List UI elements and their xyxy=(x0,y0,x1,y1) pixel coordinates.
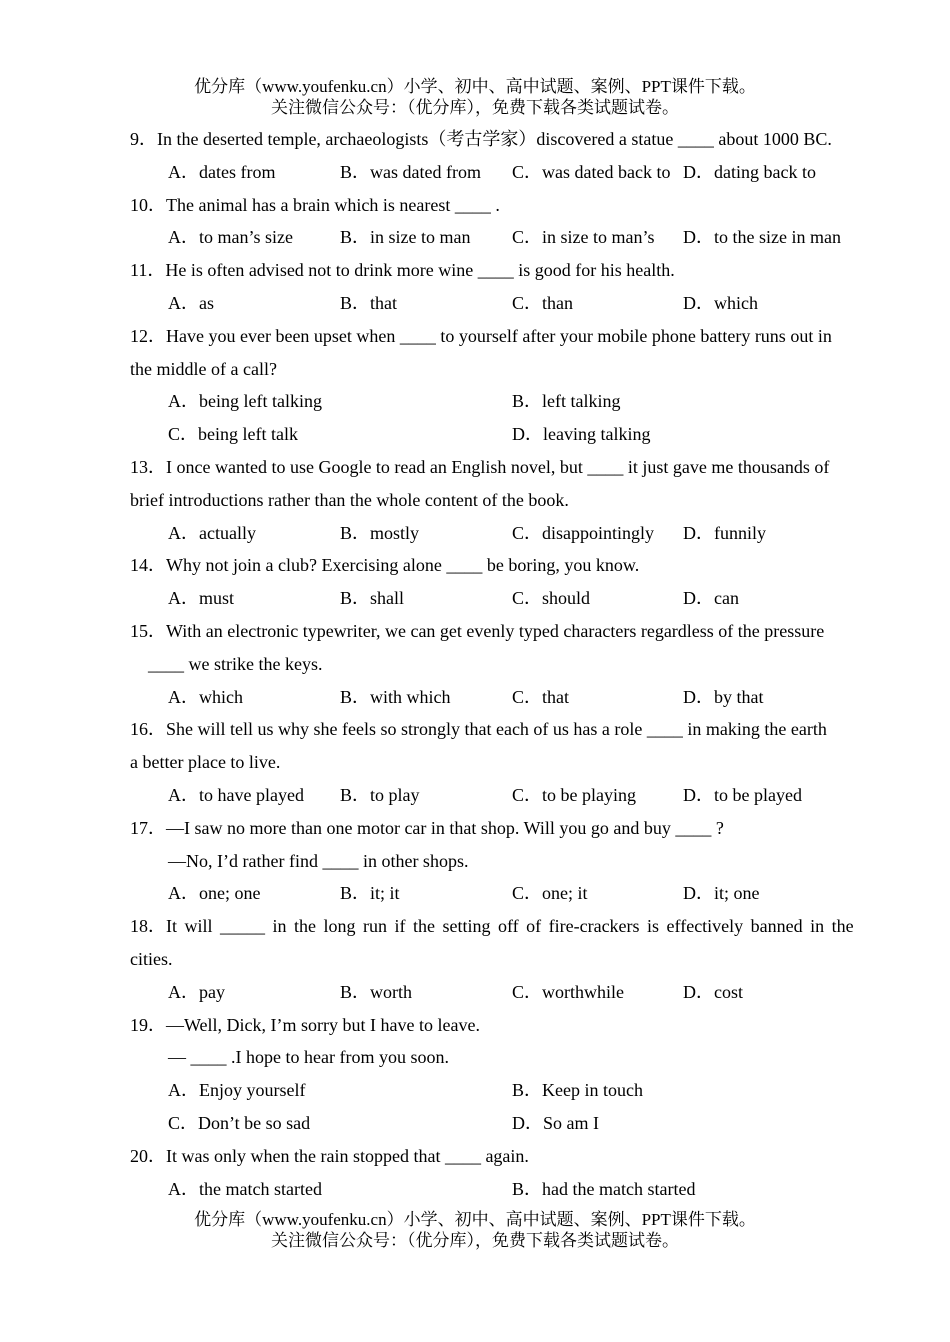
question-20 xyxy=(130,1140,875,1173)
question-number: 19． xyxy=(130,1014,166,1035)
header-line-2: 关注微信公众号：（优分库），免费下载各类试题试卷。 xyxy=(271,98,679,117)
option-b: B．had the match started xyxy=(512,1178,696,1199)
option-d: D．to be played xyxy=(683,784,802,805)
option-d: D．funnily xyxy=(683,522,766,543)
options-10 xyxy=(130,221,875,254)
question-stem: —I saw no more than one motor car in that shop. Will you go and buy ____ ? xyxy=(166,817,724,838)
option-a: A．which xyxy=(168,686,243,707)
option-b: B．left talking xyxy=(512,391,621,412)
option-b: B．to play xyxy=(340,784,420,805)
options-20-ab xyxy=(130,1173,875,1206)
option-d: D．dating back to xyxy=(683,161,816,182)
question-number: 17． xyxy=(130,817,166,838)
option-a: A．must xyxy=(168,588,235,609)
option-a: A．one; one xyxy=(168,883,261,904)
options-12-ab xyxy=(130,385,875,418)
option-c: C．than xyxy=(512,292,573,313)
page-footer xyxy=(0,1209,950,1251)
option-c: C．in size to man’s xyxy=(512,227,655,248)
question-number: 16． xyxy=(130,719,166,740)
footer-line-2: 关注微信公众号：（优分库），免费下载各类试题试卷。 xyxy=(271,1231,679,1250)
option-b: B．worth xyxy=(340,981,412,1002)
question-16 xyxy=(130,713,875,746)
question-14 xyxy=(130,549,875,582)
question-stem: It will _____ in the long run if the setting off of fire-crackers is effectively banned in the xyxy=(166,916,854,937)
option-c: C．should xyxy=(512,588,591,609)
option-b: B．Keep in touch xyxy=(512,1080,643,1101)
question-number: 14． xyxy=(130,555,166,576)
option-c: C．one; it xyxy=(512,883,588,904)
question-stem: It was only when the rain stopped that ____ again. xyxy=(166,1145,529,1166)
question-17-cont: —No, I’d rather find ____ in other shops. xyxy=(168,850,469,871)
question-19 xyxy=(130,1009,875,1042)
question-number: 11． xyxy=(130,260,166,281)
question-stem: The animal has a brain which is nearest ____ . xyxy=(166,194,500,215)
question-number: 12． xyxy=(130,325,166,346)
question-18-cont: cities. xyxy=(130,948,173,969)
option-b: B．it; it xyxy=(340,883,400,904)
option-d: D．it; one xyxy=(683,883,760,904)
option-c: C．Don’t be so sad xyxy=(168,1112,311,1133)
question-stem: —Well, Dick, I’m sorry but I have to leave. xyxy=(166,1014,480,1035)
option-a: A．being left talking xyxy=(168,391,322,412)
option-a: A．to have played xyxy=(168,784,304,805)
options-19-ab xyxy=(130,1074,875,1107)
options-13 xyxy=(130,517,875,550)
options-12-cd xyxy=(130,418,875,451)
footer-line-1: 优分库（www.youfenku.cn）小学、初中、高中试题、案例、PPT课件下载。 xyxy=(194,1210,756,1229)
question-stem: Why not join a club? Exercising alone ____ be boring, you know. xyxy=(166,555,640,576)
question-10 xyxy=(130,189,875,222)
option-b: B．mostly xyxy=(340,522,420,543)
option-b: B．in size to man xyxy=(340,227,471,248)
option-c: C．being left talk xyxy=(168,424,298,445)
question-stem: With an electronic typewriter, we can get evenly typed characters regardless of the pressure xyxy=(166,620,825,641)
question-12 xyxy=(130,320,875,353)
question-stem: She will tell us why she feels so strongly that each of us has a role ____ in making the earth xyxy=(166,719,827,740)
question-15-cont: ____ we strike the keys. xyxy=(148,653,323,674)
question-17 xyxy=(130,812,875,845)
question-stem: He is often advised not to drink more wine ____ is good for his health. xyxy=(165,260,675,281)
question-18 xyxy=(130,910,875,943)
question-13 xyxy=(130,451,875,484)
option-c: C．worthwhile xyxy=(512,981,624,1002)
options-11 xyxy=(130,287,875,320)
options-9 xyxy=(130,156,875,189)
options-18 xyxy=(130,976,875,1009)
option-a: A．to man’s size xyxy=(168,227,293,248)
question-number: 9． xyxy=(130,129,157,149)
question-19-cont: — ____ .I hope to hear from you soon. xyxy=(168,1047,449,1068)
question-number: 18． xyxy=(130,916,166,937)
option-c: C．that xyxy=(512,686,569,707)
options-14 xyxy=(130,582,875,615)
option-b: B．that xyxy=(340,292,397,313)
option-d: D．by that xyxy=(683,686,764,707)
option-b: B．with which xyxy=(340,686,451,707)
question-13-cont: brief introductions rather than the whole content of the book. xyxy=(130,489,569,510)
options-19-cd xyxy=(130,1107,875,1140)
question-12-cont: the middle of a call? xyxy=(130,358,277,379)
option-a: A．the match started xyxy=(168,1178,322,1199)
header-line-1: 优分库（www.youfenku.cn）小学、初中、高中试题、案例、PPT课件下载。 xyxy=(194,77,756,96)
option-a: A．pay xyxy=(168,981,225,1002)
option-d: D．So am I xyxy=(512,1112,599,1133)
option-a: A．as xyxy=(168,292,214,313)
question-9 xyxy=(130,123,875,156)
question-stem: Have you ever been upset when ____ to yourself after your mobile phone battery runs out in xyxy=(166,325,832,346)
question-list xyxy=(130,123,875,1205)
options-15 xyxy=(130,681,875,714)
question-number: 13． xyxy=(130,456,166,477)
question-stem: I once wanted to use Google to read an English novel, but ____ it just gave me thousands of xyxy=(166,456,830,477)
option-c: C．to be playing xyxy=(512,784,636,805)
question-stem: In the deserted temple, archaeologists（考古学家）discovered a statue ____ about 1000 BC. xyxy=(157,129,832,149)
option-d: D．cost xyxy=(683,981,743,1002)
question-16-cont: a better place to live. xyxy=(130,752,281,773)
question-15 xyxy=(130,615,875,648)
option-a: A．actually xyxy=(168,522,256,543)
option-a: A．Enjoy yourself xyxy=(168,1080,306,1101)
page-header xyxy=(0,76,950,118)
option-b: B．was dated from xyxy=(340,161,481,182)
question-11 xyxy=(130,254,875,287)
options-17 xyxy=(130,877,875,910)
option-d: D．to the size in man xyxy=(683,227,841,248)
option-d: D．leaving talking xyxy=(512,424,651,445)
option-c: C．disappointingly xyxy=(512,522,655,543)
question-number: 15． xyxy=(130,620,166,641)
question-number: 10． xyxy=(130,194,166,215)
question-number: 20． xyxy=(130,1145,166,1166)
option-d: D．which xyxy=(683,292,758,313)
options-16 xyxy=(130,779,875,812)
option-b: B．shall xyxy=(340,588,405,609)
option-d: D．can xyxy=(683,588,739,609)
option-a: A．dates from xyxy=(168,161,276,182)
option-c: C．was dated back to xyxy=(512,161,671,182)
